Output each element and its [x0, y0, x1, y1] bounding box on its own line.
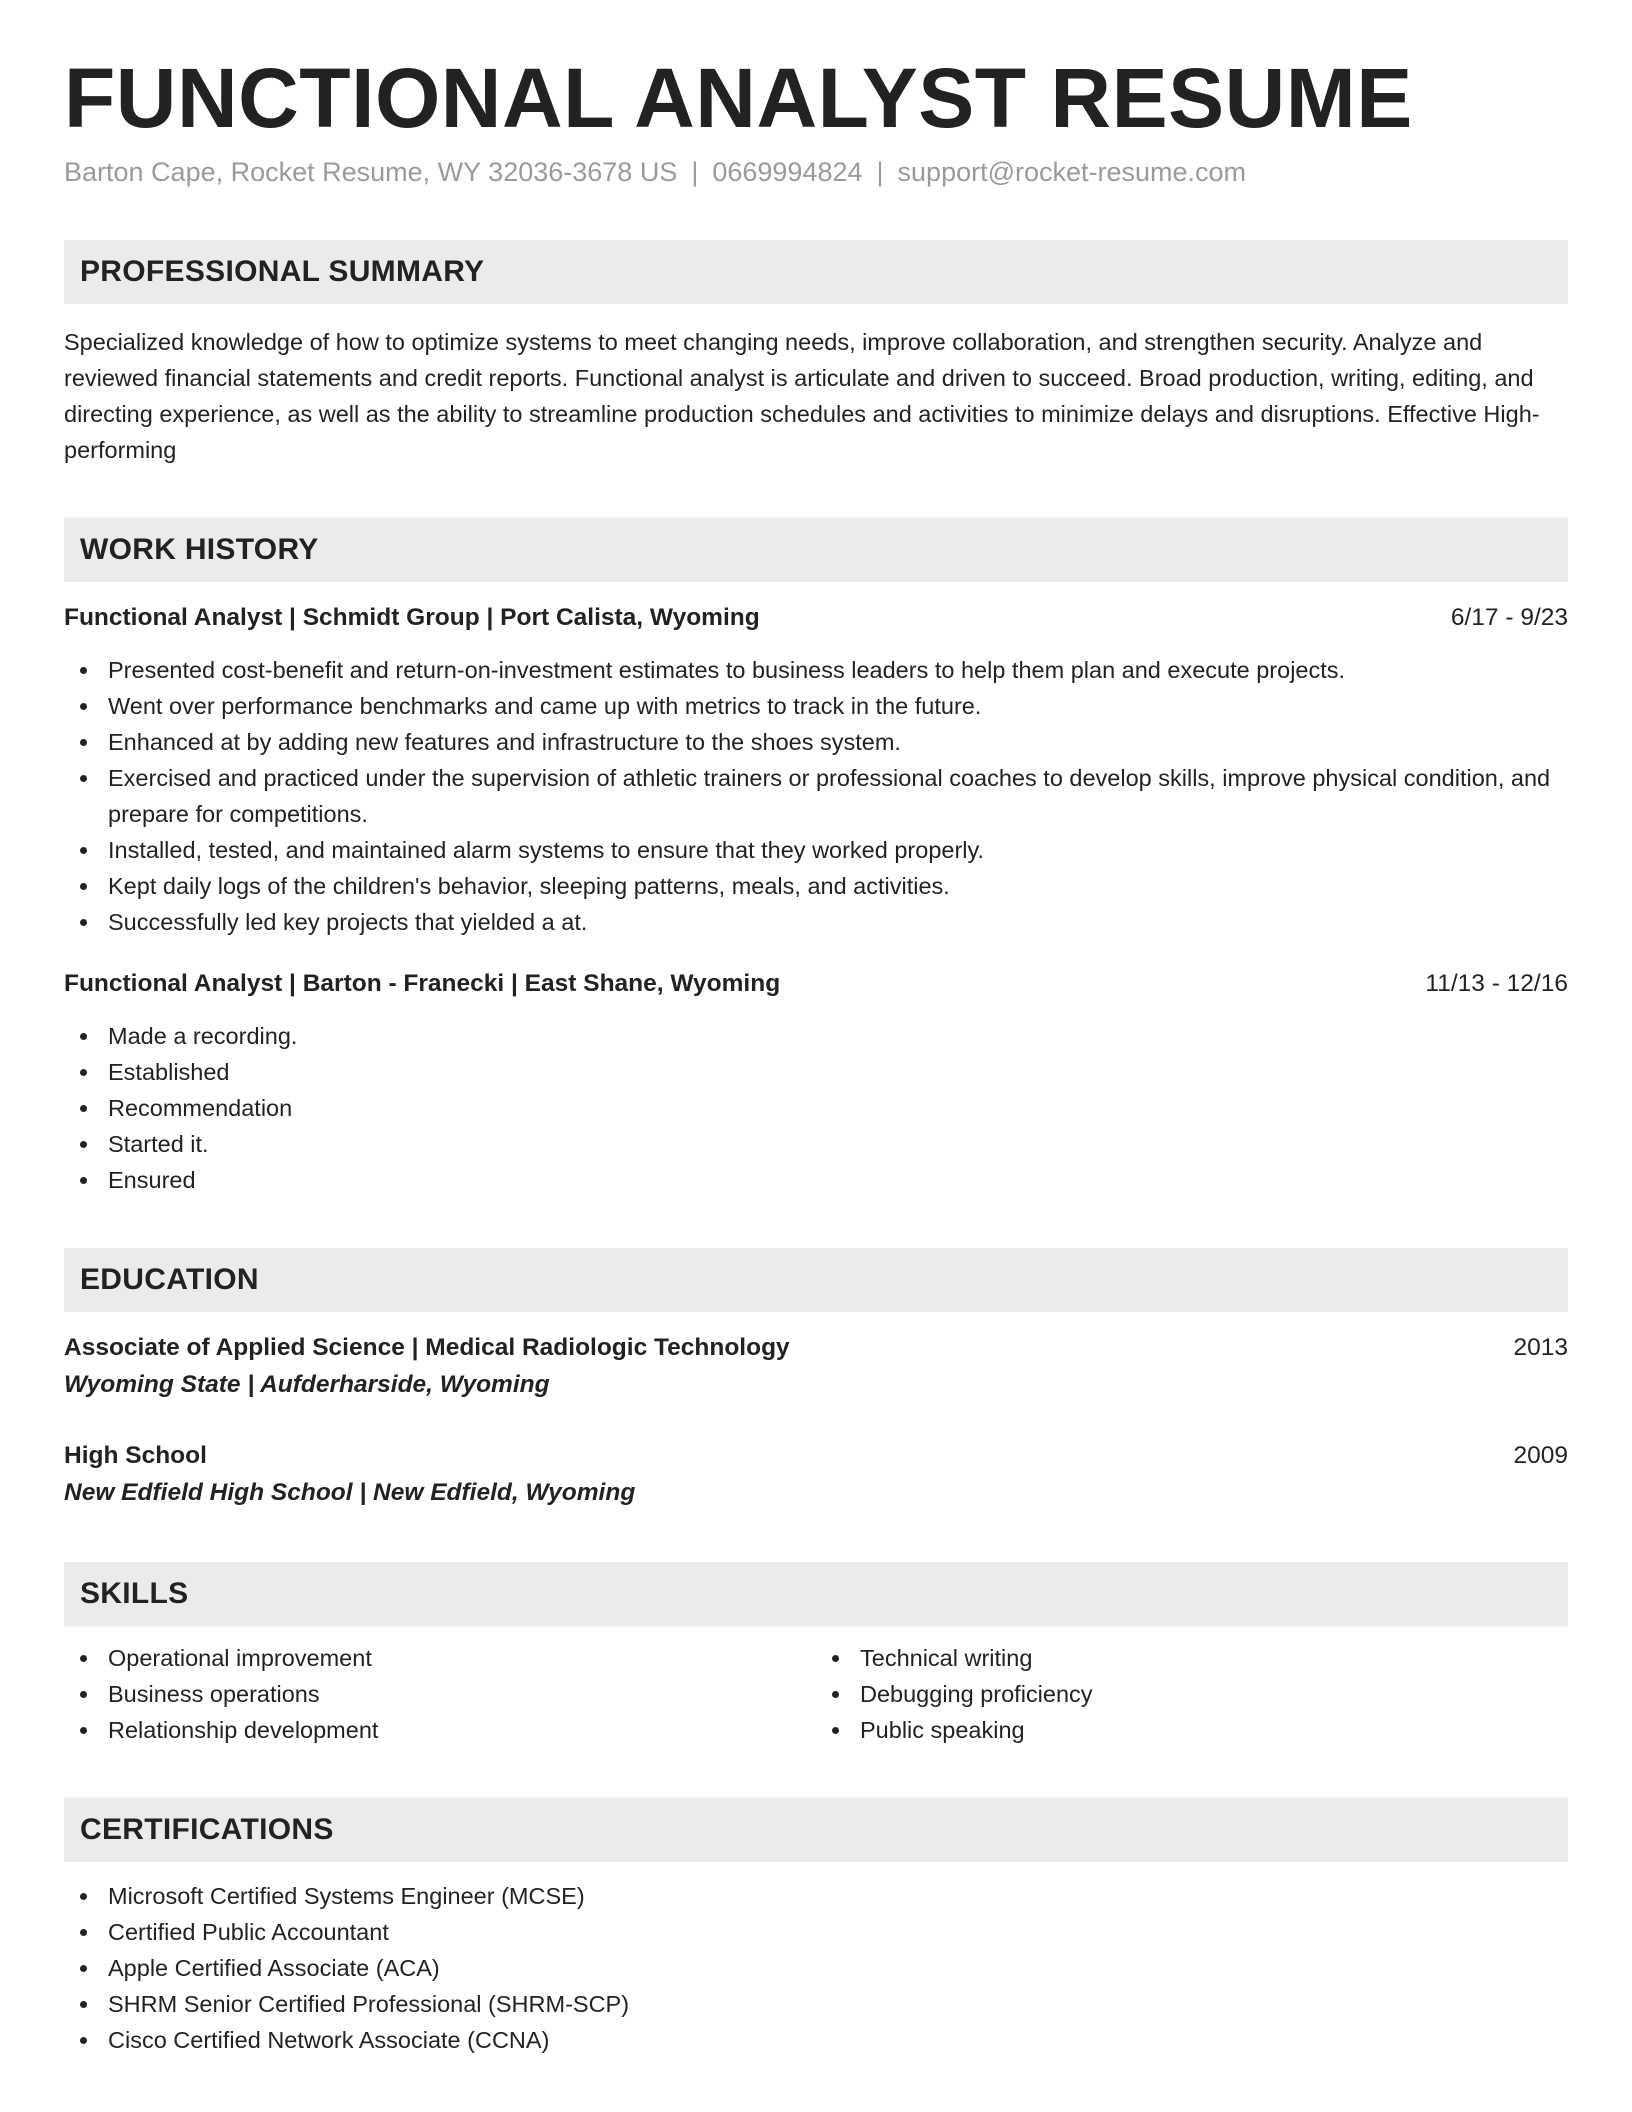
skill-item: Business operations [108, 1676, 816, 1712]
job-header [64, 966, 1568, 1002]
section-header-work-history: WORK HISTORY [64, 518, 1568, 582]
list-item: Went over performance benchmarks and came up with metrics to track in the future. [108, 688, 1568, 724]
contact-address: Barton Cape, Rocket Resume, WY 32036-3678 US [64, 156, 678, 187]
list-item: Exercised and practiced under the supervision of athletic trainers or professional coaches to develop skills, improve physical condition, and prepare for competitions. [108, 760, 1568, 832]
education-entry [64, 1330, 1568, 1404]
skills-grid [64, 1640, 1568, 1748]
list-item: Made a recording. [108, 1018, 1568, 1054]
skills-column-left [64, 1640, 816, 1748]
section-header-summary: PROFESSIONAL SUMMARY [64, 240, 1568, 304]
job-title: Functional Analyst | Barton - Franecki | East Shane, Wyoming [64, 969, 781, 997]
list-item: Installed, tested, and maintained alarm systems to ensure that they worked properly. [108, 832, 1568, 868]
education-header [64, 1330, 1568, 1366]
job-bullets [64, 652, 1568, 940]
skill-item: Operational improvement [108, 1640, 816, 1676]
skill-item: Debugging proficiency [860, 1676, 1568, 1712]
list-item: Recommendation [108, 1090, 1568, 1126]
job-entry [64, 966, 1568, 1198]
list-item: Enhanced at by adding new features and infrastructure to the shoes system. [108, 724, 1568, 760]
summary-text: Specialized knowledge of how to optimize systems to meet changing needs, improve collaboration, and strengthen security. Analyze and reviewed financial statements and credit reports. Functional analyst is articulate and driven to succeed. Broad production, writing, editing, and directing experience, as well as the ability to streamline production schedules and activities to minimize delays and disruptions. Effective High-performing [64, 328, 1540, 463]
contact-separator: | [876, 156, 884, 187]
education-header [64, 1438, 1568, 1474]
job-header [64, 600, 1568, 636]
job-entry [64, 600, 1568, 940]
certification-item: Microsoft Certified Systems Engineer (MCSE) [108, 1878, 1568, 1914]
skill-item: Technical writing [860, 1640, 1568, 1676]
job-dates: 11/13 - 12/16 [1425, 969, 1568, 997]
contact-separator: | [691, 156, 699, 187]
page-title: FUNCTIONAL ANALYST RESUME [64, 51, 1413, 145]
certification-item: Apple Certified Associate (ACA) [108, 1950, 1568, 1986]
section-header-certifications: CERTIFICATIONS [64, 1798, 1568, 1862]
contact-line [64, 157, 1568, 188]
skills-column-right [816, 1640, 1568, 1748]
list-item: Started it. [108, 1126, 1568, 1162]
certification-item: Cisco Certified Network Associate (CCNA) [108, 2022, 1568, 2058]
education-degree: High School [64, 1441, 207, 1469]
contact-email[interactable]: support@rocket-resume.com [897, 156, 1247, 187]
list-item: Ensured [108, 1162, 1568, 1198]
education-year: 2009 [1513, 1441, 1568, 1469]
certification-item: Certified Public Accountant [108, 1914, 1568, 1950]
education-entry [64, 1438, 1568, 1512]
job-dates: 6/17 - 9/23 [1450, 603, 1568, 631]
skill-item: Public speaking [860, 1712, 1568, 1748]
section-header-education: EDUCATION [64, 1248, 1568, 1312]
list-item: Kept daily logs of the children's behavior, sleeping patterns, meals, and activities. [108, 868, 1568, 904]
section-header-skills: SKILLS [64, 1562, 1568, 1626]
education-year: 2013 [1513, 1333, 1568, 1361]
job-title: Functional Analyst | Schmidt Group | Port Calista, Wyoming [64, 603, 760, 631]
contact-phone: 0669994824 [712, 156, 863, 187]
list-item: Presented cost-benefit and return-on-investment estimates to business leaders to help them plan and execute projects. [108, 652, 1568, 688]
job-bullets [64, 1018, 1568, 1198]
education-degree: Associate of Applied Science | Medical Radiologic Technology [64, 1333, 790, 1361]
education-school: Wyoming State | Aufderharside, Wyoming [64, 1370, 550, 1398]
education-school: New Edfield High School | New Edfield, Wyoming [64, 1478, 636, 1506]
certification-item: SHRM Senior Certified Professional (SHRM-SCP) [108, 1986, 1568, 2022]
certifications-list [64, 1878, 1568, 2058]
list-item: Established [108, 1054, 1568, 1090]
skill-item: Relationship development [108, 1712, 816, 1748]
list-item: Successfully led key projects that yielded a at. [108, 904, 1568, 940]
